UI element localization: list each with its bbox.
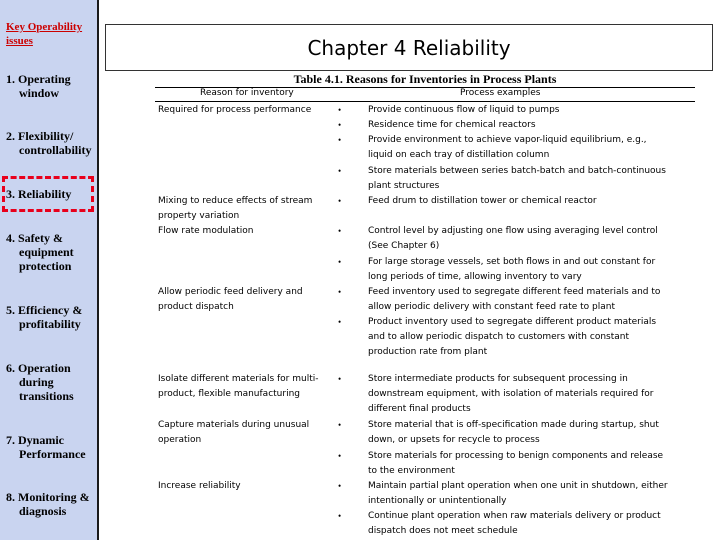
table-cell-reason: Allow periodic feed delivery and product dispatch bbox=[158, 287, 303, 312]
table-cell-reason: Capture materials during unusual operation bbox=[158, 420, 310, 445]
table-cell-reason: Required for process performance bbox=[158, 105, 312, 115]
nav-item-label: 8. Monitoring & bbox=[6, 490, 90, 504]
table-cell-example: Provide continuous flow of liquid to pumps bbox=[368, 105, 560, 115]
table-cell-example: Store materials between series batch-batch and batch-continuous plant structures bbox=[368, 166, 666, 191]
bullet-icon: • bbox=[338, 166, 342, 176]
bullet-icon: • bbox=[338, 511, 342, 521]
table-cell-reason: Mixing to reduce effects of stream property variation bbox=[158, 196, 313, 221]
page-title: Chapter 4 Reliability bbox=[105, 24, 713, 71]
nav-item-operating-window[interactable] bbox=[6, 72, 96, 100]
nav-item-safety[interactable] bbox=[6, 231, 96, 273]
table-cell-example: Residence time for chemical reactors bbox=[368, 120, 536, 130]
sidebar bbox=[0, 0, 99, 540]
table-cell-example: Store materials for processing to benign components and release to the environment bbox=[368, 451, 664, 476]
nav-item-monitoring[interactable] bbox=[6, 490, 96, 518]
nav-item-label: 2. Flexibility/ bbox=[6, 129, 74, 143]
nav-item-flexibility[interactable] bbox=[6, 129, 96, 157]
nav-item-label-cont: controllability bbox=[19, 143, 92, 157]
table-cell-reason: Isolate different materials for multi-product, flexible manufacturing bbox=[158, 374, 319, 399]
table-cell-example: Control level by adjusting one flow using averaging level control (See Chapter 6) bbox=[368, 226, 658, 251]
column-header-reason: Reason for inventory bbox=[200, 88, 294, 98]
table-cell-example: Continue plant operation when raw materials delivery or product dispatch does not meet schedule bbox=[368, 511, 661, 536]
bullet-icon: • bbox=[338, 226, 342, 236]
table-cell-example: Maintain partial plant operation when one unit in shutdown, either intentionally or unintentionally bbox=[368, 481, 668, 506]
nav-item-label: 1. Operating bbox=[6, 72, 71, 86]
nav-item-label: 3. Reliability bbox=[6, 187, 72, 201]
table-cell-example: Feed inventory used to segregate different feed materials and to allow periodic delivery with constant feed rate to plant bbox=[368, 287, 661, 312]
nav-item-label: 5. Efficiency & bbox=[6, 303, 83, 317]
table-cell-reason: Increase reliability bbox=[158, 481, 241, 491]
table-cell-example: For large storage vessels, set both flows in and out constant for long periods of time, allowing inventory to vary bbox=[368, 257, 656, 282]
table-cell-example: Feed drum to distillation tower or chemical reactor bbox=[368, 196, 597, 206]
table-header-rule bbox=[155, 101, 695, 102]
nav-item-label-cont: during transitions bbox=[19, 375, 74, 403]
nav-item-reliability[interactable] bbox=[6, 187, 96, 201]
nav-item-label-cont: profitability bbox=[19, 317, 81, 331]
bullet-icon: • bbox=[338, 481, 342, 491]
bullet-icon: • bbox=[338, 196, 342, 206]
table-cell-example: Store material that is off-specification made during startup, shut down, or upsets for recycle to process bbox=[368, 420, 659, 445]
key-issues-title[interactable]: Key Operability issues bbox=[6, 21, 83, 47]
bullet-icon: • bbox=[338, 287, 342, 297]
column-header-examples: Process examples bbox=[460, 88, 541, 98]
bullet-icon: • bbox=[338, 451, 342, 461]
nav-item-label-cont: window bbox=[19, 86, 60, 100]
table-cell-example: Store intermediate products for subsequent processing in downstream equipment, with isolation of materials required for different final products bbox=[368, 374, 654, 414]
table-cell-example: Product inventory used to segregate different product materials and to allow periodic dispatch to customers with constant production rate from plant bbox=[368, 317, 657, 357]
nav-item-label-cont: equipment protection bbox=[19, 245, 74, 273]
nav-item-dynamic[interactable] bbox=[6, 433, 96, 461]
bullet-icon: • bbox=[338, 317, 342, 327]
table-caption: Table 4.1. Reasons for Inventories in Process Plants bbox=[293, 72, 557, 86]
nav-item-efficiency[interactable] bbox=[6, 303, 96, 331]
bullet-icon: • bbox=[338, 257, 342, 267]
bullet-icon: • bbox=[338, 374, 342, 384]
bullet-icon: • bbox=[338, 105, 342, 115]
nav-item-label: 4. Safety & bbox=[6, 231, 63, 245]
nav-item-transitions[interactable] bbox=[6, 361, 96, 403]
table-cell-reason: Flow rate modulation bbox=[158, 226, 254, 236]
bullet-icon: • bbox=[338, 135, 342, 145]
table-cell-example: Provide environment to achieve vapor-liquid equilibrium, e.g., liquid on each tray of distillation column bbox=[368, 135, 647, 160]
nav-item-label-cont: Performance bbox=[19, 447, 86, 461]
nav-item-label: 6. Operation bbox=[6, 361, 71, 375]
bullet-icon: • bbox=[338, 120, 342, 130]
bullet-icon: • bbox=[338, 420, 342, 430]
nav-item-label-cont: diagnosis bbox=[19, 504, 67, 518]
nav-item-label: 7. Dynamic bbox=[6, 433, 64, 447]
